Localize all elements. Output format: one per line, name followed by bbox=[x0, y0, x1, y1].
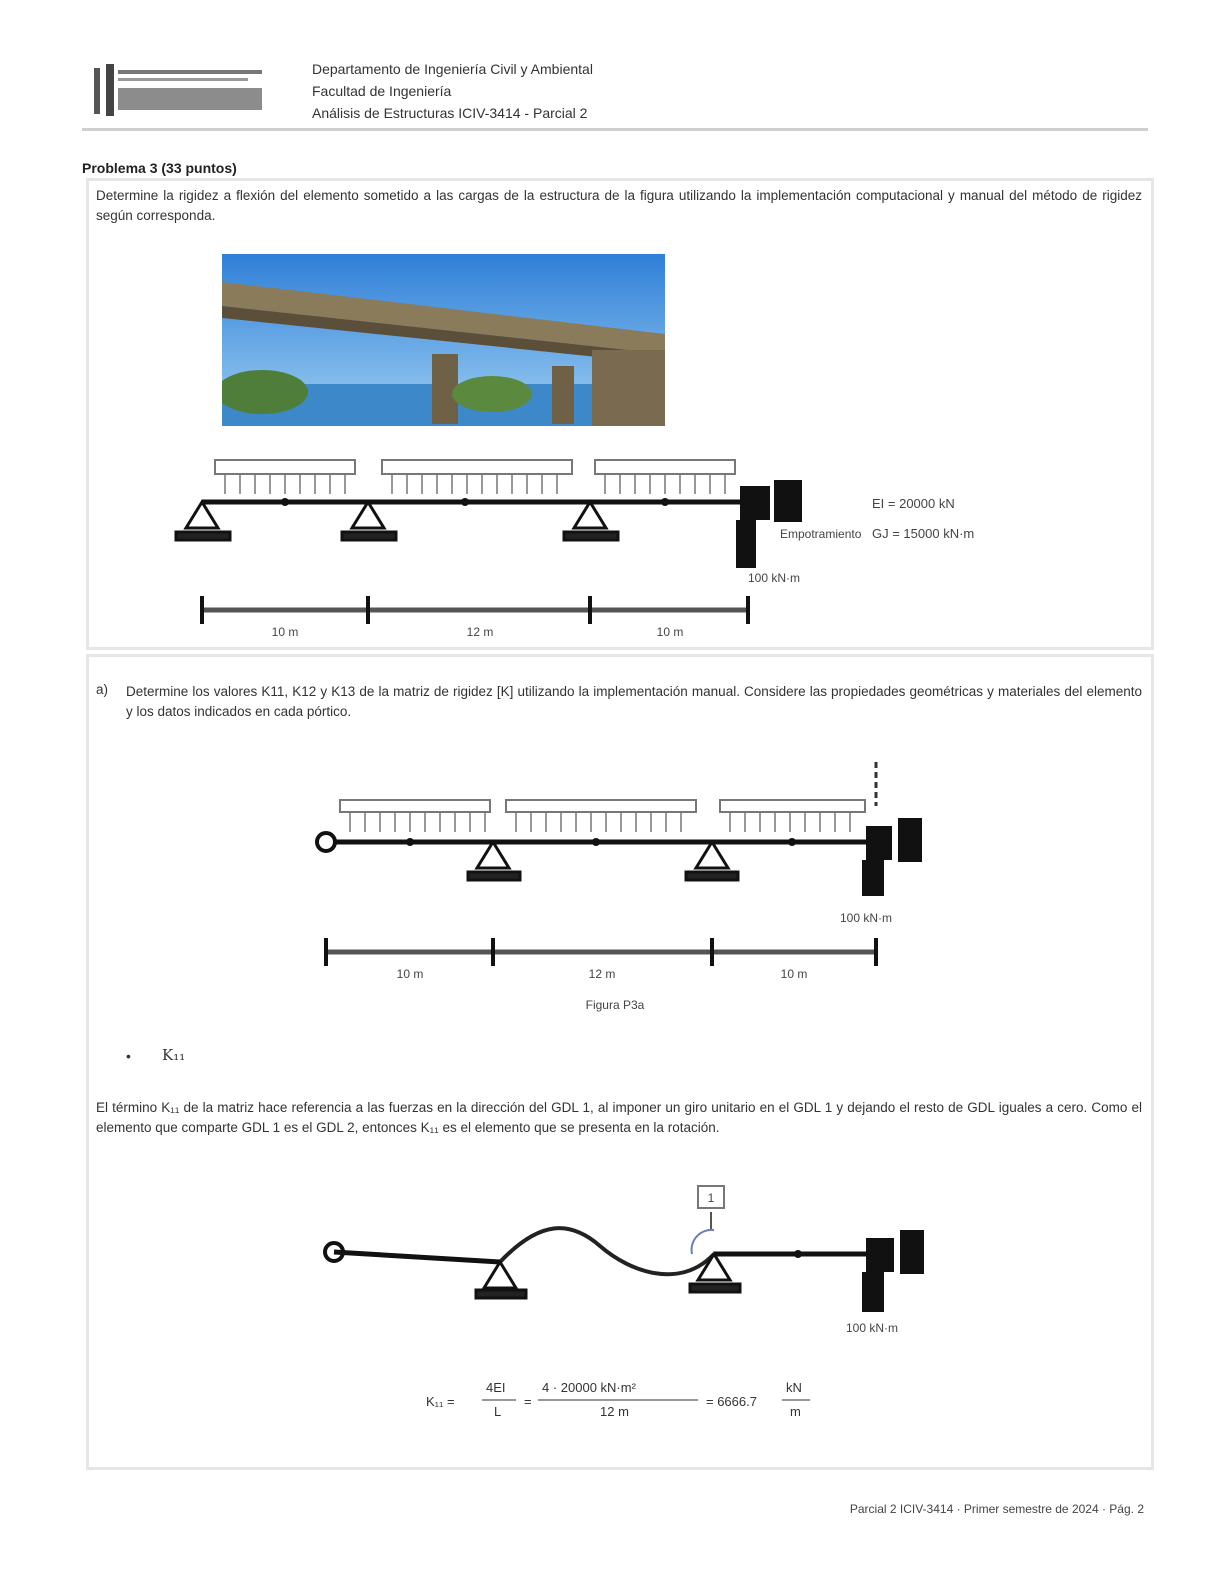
formula-unit-num: kN bbox=[786, 1380, 802, 1395]
question-marker: a) bbox=[96, 682, 109, 697]
span-label: 10 m bbox=[271, 625, 299, 639]
span-label: 10 m bbox=[396, 967, 424, 981]
formula-unit-den: m bbox=[790, 1404, 801, 1419]
header-faculty: Facultad de Ingeniería bbox=[312, 83, 452, 99]
header-text bbox=[312, 58, 593, 124]
header-course: Análisis de Estructuras ICIV-3414 - Parcial 2 bbox=[312, 105, 588, 121]
beam-figure-2 bbox=[300, 756, 940, 984]
problem-title: Problema 3 (33 puntos) bbox=[82, 160, 237, 176]
university-logo bbox=[92, 62, 264, 120]
formula-result: = 6666.7 bbox=[706, 1394, 757, 1409]
gj-label: GJ = 15000 kN·m bbox=[872, 526, 975, 541]
bullet-marker: • bbox=[126, 1048, 131, 1064]
support-moment-label: 100 kN·m bbox=[748, 571, 801, 585]
pin-supports bbox=[176, 502, 618, 540]
page-footer: Parcial 2 ICIV-3414 · Primer semestre de 2024 · Pág. 2 bbox=[849, 1502, 1144, 1516]
k11-formula bbox=[420, 1378, 820, 1422]
support-moment-label: 100 kN·m bbox=[840, 911, 893, 925]
dof-label: 1 bbox=[707, 1191, 715, 1205]
span-label: 12 m bbox=[466, 625, 494, 639]
bridge-photo bbox=[222, 254, 665, 426]
formula-den1: L bbox=[494, 1404, 502, 1419]
formula-num2: 4 · 20000 kN·m² bbox=[542, 1380, 636, 1395]
figure-caption: Figura P3a bbox=[585, 998, 645, 1012]
question-a-text: Determine los valores K11, K12 y K13 de la matriz de rigidez [K] utilizando la implementación manual. Considere las propiedades geométricas y materiales del elemento y los datos indicados en cada pórtico. bbox=[126, 684, 1142, 719]
support-type-label: Empotramiento bbox=[780, 527, 862, 541]
k11-explanation: El término K₁₁ de la matriz hace referencia a las fuerzas en la dirección del GDL 1, al imponer un giro unitario en el GDL 1 y dejando el resto de GDL iguales a cero. Como el elemento que comparte GDL 1 es el GDL 2, entonces K₁₁ es el elemento que se presenta en la rotación. bbox=[96, 1100, 1142, 1135]
distributed-load-1 bbox=[215, 460, 735, 494]
deformed-beam-figure bbox=[300, 1180, 940, 1350]
header-divider bbox=[82, 128, 1148, 131]
formula-den2: 12 m bbox=[600, 1404, 629, 1419]
problem-intro: Determine la rigidez a flexión del elemento sometido a las cargas de la estructura de la figura utilizando la implementación computacional y manual del método de rigidez según corresponda. bbox=[96, 188, 1142, 223]
span-label: 10 m bbox=[780, 967, 808, 981]
span-label: 10 m bbox=[656, 625, 684, 639]
formula-eq: = bbox=[524, 1394, 532, 1409]
formula-num1: 4EI bbox=[486, 1380, 506, 1395]
header-department: Departamento de Ingeniería Civil y Ambiental bbox=[312, 61, 593, 77]
k11-term: K₁₁ bbox=[162, 1046, 186, 1064]
beam-figure-1 bbox=[170, 450, 1050, 646]
support-moment-label: 100 kN·m bbox=[846, 1321, 899, 1335]
formula-lhs: K₁₁ = bbox=[426, 1394, 455, 1409]
fixed-support bbox=[736, 480, 802, 568]
ei-label: EI = 20000 kN bbox=[872, 496, 955, 511]
span-label: 12 m bbox=[588, 967, 616, 981]
